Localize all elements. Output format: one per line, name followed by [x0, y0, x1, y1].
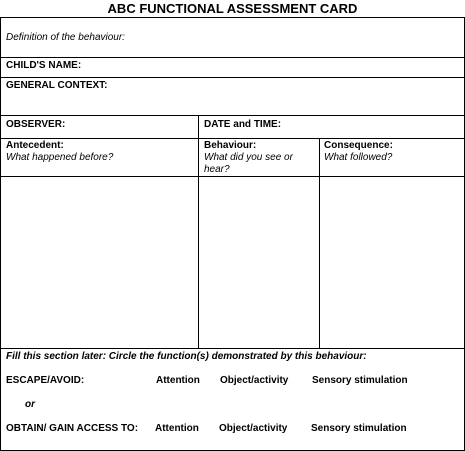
obtain-object-activity-option[interactable]: Object/activity [219, 423, 288, 434]
antecedent-prompt: What happened before? [6, 152, 114, 163]
divider [1, 348, 465, 349]
date-time-label: DATE and TIME: [204, 119, 282, 130]
divider [1, 57, 465, 58]
general-context-label: GENERAL CONTEXT: [6, 80, 108, 91]
escape-avoid-label: ESCAPE/AVOID: [6, 375, 85, 386]
divider [1, 138, 465, 139]
behaviour-prompt: What did you see or hear? [204, 152, 293, 175]
card-title: ABC FUNCTIONAL ASSESSMENT CARD [107, 1, 358, 16]
function-instruction: Fill this section later: Circle the function(s) demonstrated by this behaviour: [6, 351, 367, 362]
column-divider [198, 115, 199, 348]
antecedent-heading: Antecedent: [6, 140, 64, 151]
obtain-sensory-stimulation-option[interactable]: Sensory stimulation [311, 423, 407, 434]
childs-name-label: CHILD'S NAME: [6, 60, 82, 71]
observer-label: OBSERVER: [6, 119, 66, 130]
consequence-prompt: What followed? [324, 152, 393, 163]
definition-label: Definition of the behaviour: [6, 32, 125, 43]
assessment-card [0, 17, 465, 451]
behaviour-heading: Behaviour: [204, 140, 257, 151]
escape-object-activity-option[interactable]: Object/activity [220, 375, 289, 386]
divider [1, 77, 465, 78]
consequence-heading: Consequence: [324, 140, 393, 151]
column-divider [319, 138, 320, 348]
obtain-access-label: OBTAIN/ GAIN ACCESS TO: [6, 423, 139, 434]
divider [1, 176, 465, 177]
escape-sensory-stimulation-option[interactable]: Sensory stimulation [312, 375, 408, 386]
obtain-attention-option[interactable]: Attention [155, 423, 199, 434]
escape-attention-option[interactable]: Attention [156, 375, 200, 386]
divider [1, 115, 465, 116]
or-label: or [25, 399, 35, 410]
